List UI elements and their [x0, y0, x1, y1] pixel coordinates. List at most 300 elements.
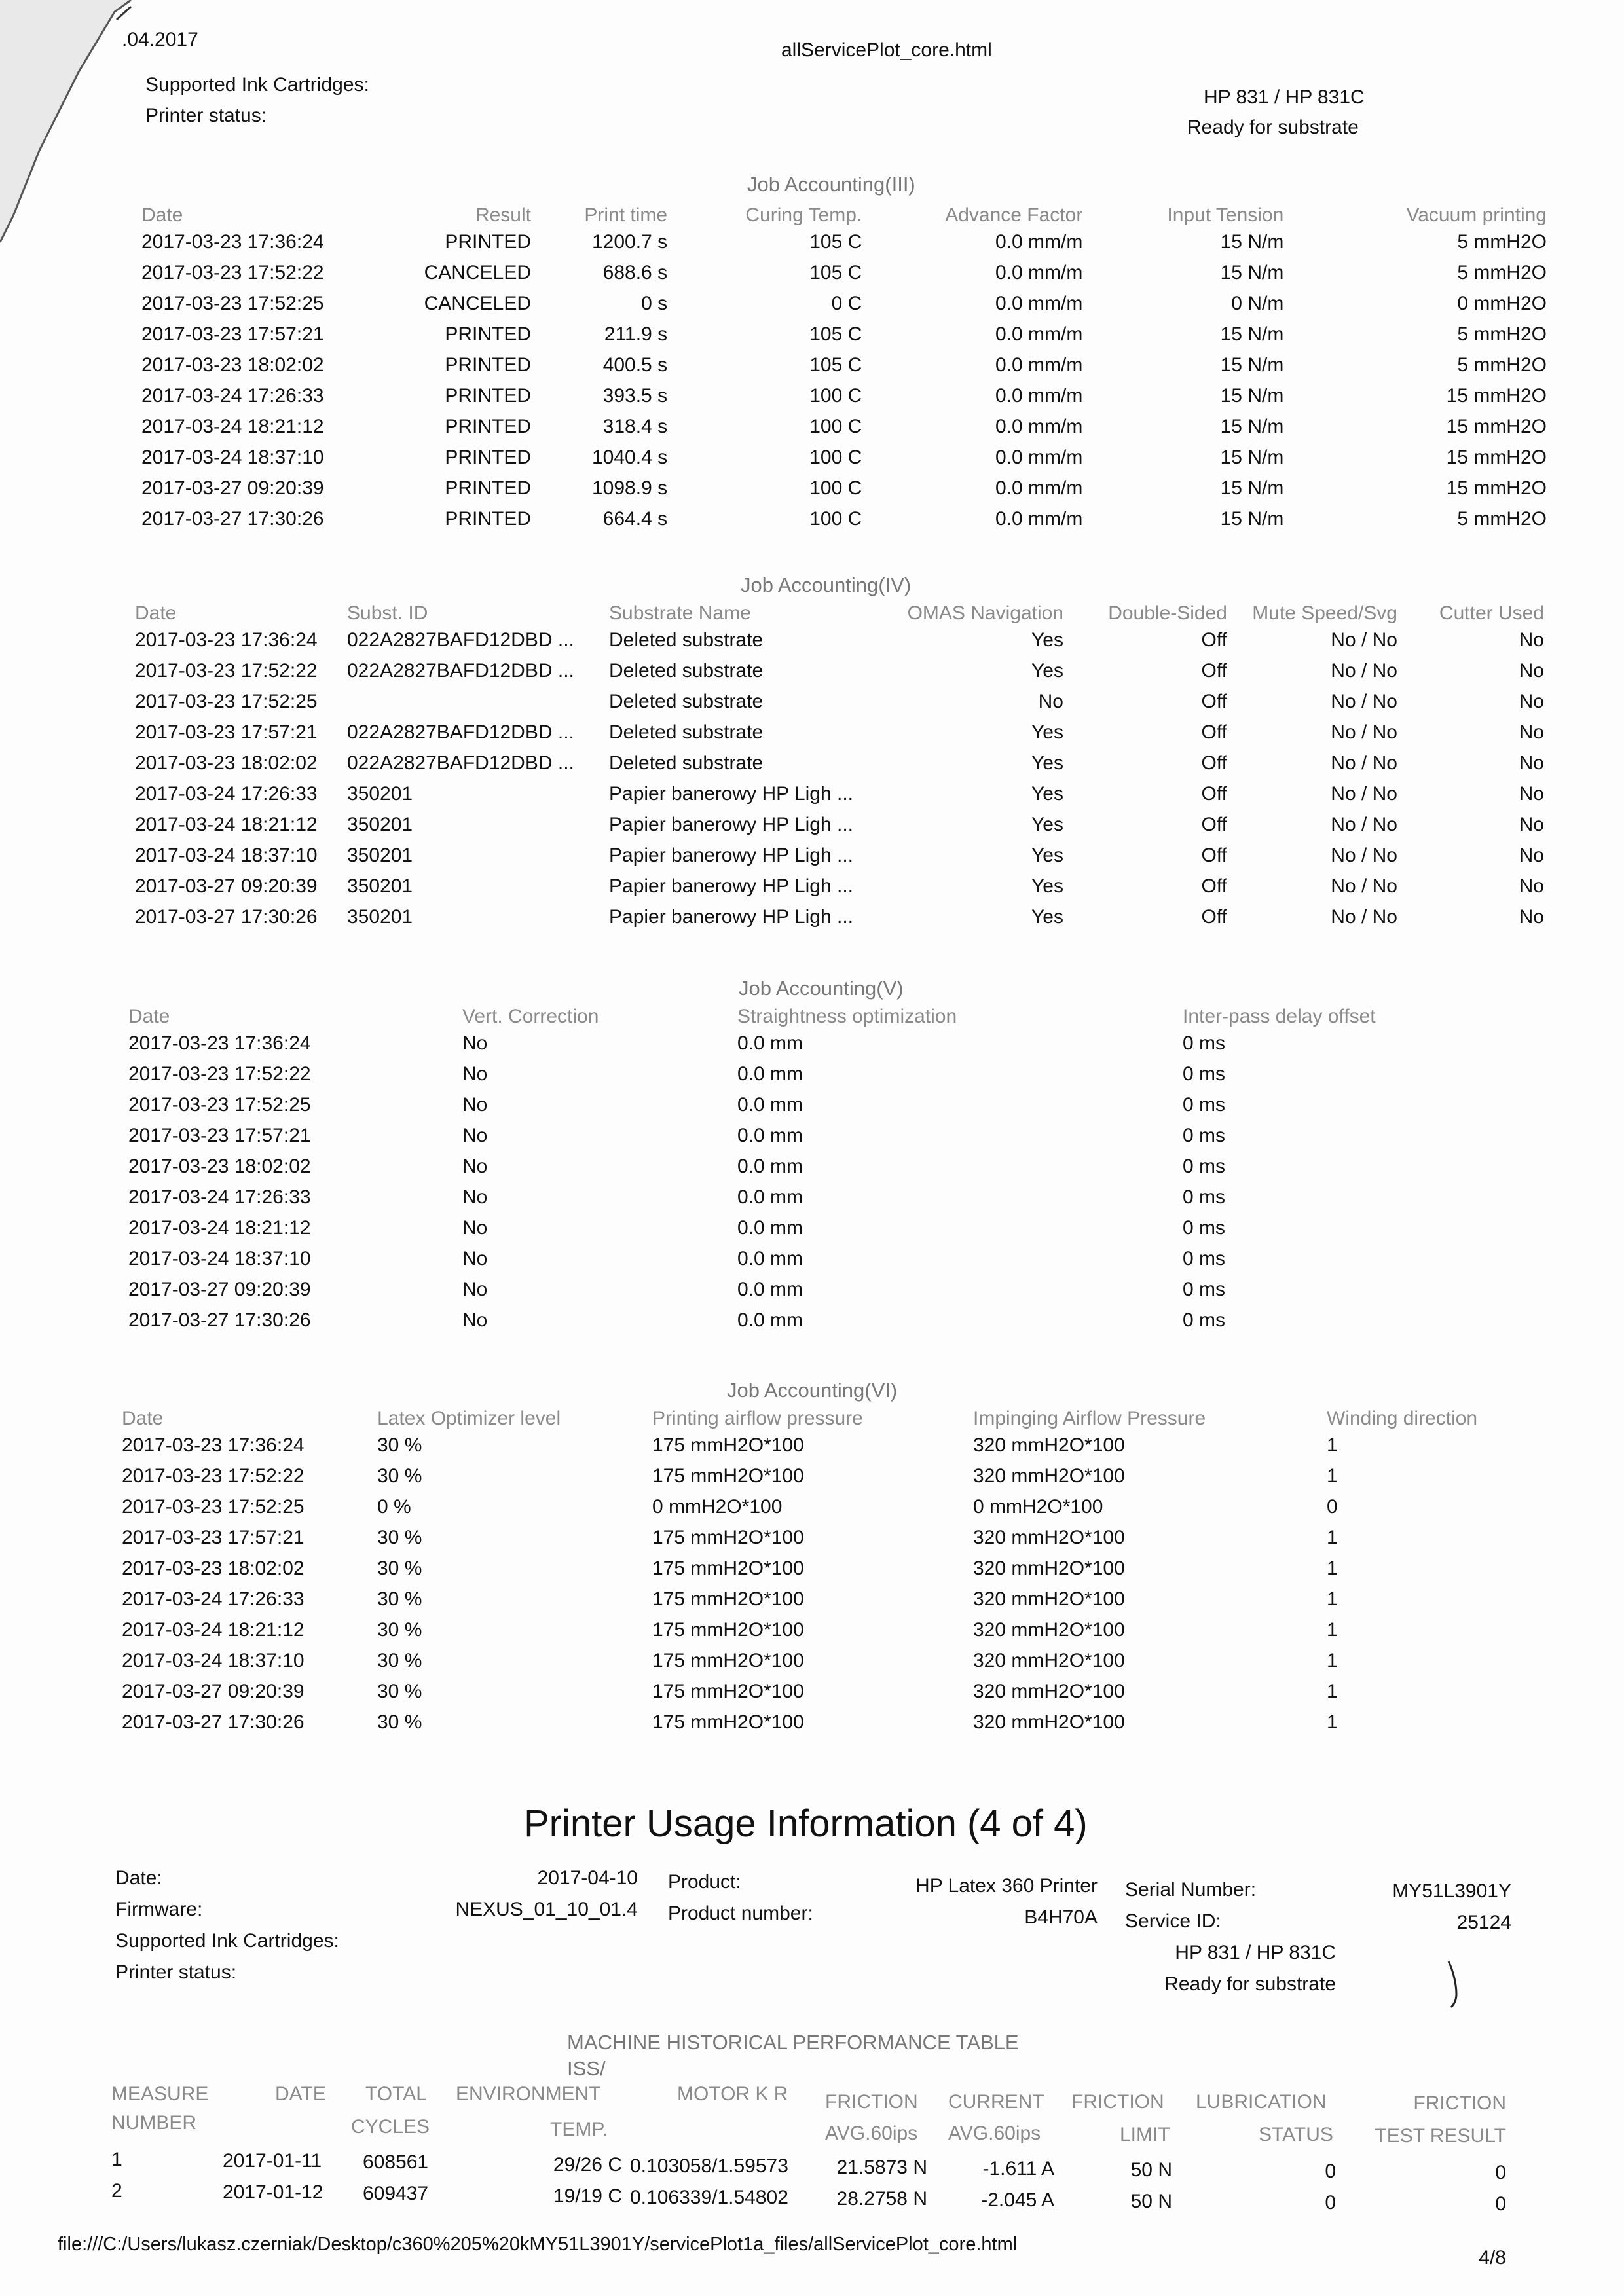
job3-cell: 105 C	[809, 230, 862, 253]
job3-cell: 15 mmH2O	[1446, 477, 1547, 499]
job6-cell: 175 mmH2O*100	[652, 1465, 804, 1487]
table-row	[141, 227, 1547, 257]
machine-header-current-avg: AVG.60ips	[948, 2123, 1041, 2144]
machine-row-2-friction: 28.2758 N	[836, 2188, 927, 2210]
job5-header-cell: Date	[128, 1006, 170, 1027]
job6-cell: 1	[1327, 1434, 1338, 1456]
job3-cell: 0 s	[641, 292, 668, 314]
job3-cell: CANCELED	[424, 261, 531, 283]
job3-cell: 0.0 mm/m	[995, 323, 1083, 345]
job6-cell: 175 mmH2O*100	[652, 1711, 804, 1733]
job6-cell: 2017-03-23 17:52:25	[122, 1495, 304, 1518]
job3-cell: 2017-03-23 17:36:24	[141, 230, 324, 253]
job3-cell: 2017-03-23 17:57:21	[141, 323, 324, 345]
job3-cell: 2017-03-23 18:02:02	[141, 354, 324, 376]
job5-cell: 2017-03-23 17:36:24	[128, 1032, 311, 1054]
machine-header-friction-limit: FRICTION	[1071, 2091, 1164, 2113]
job4-cell: No	[1519, 875, 1544, 897]
job3-cell: PRINTED	[445, 446, 531, 468]
job3-cell: 100 C	[809, 446, 862, 468]
job6-cell: 2017-03-23 17:57:21	[122, 1526, 304, 1548]
header-file-title: allServicePlot_core.html	[781, 39, 992, 61]
job3-cell: PRINTED	[445, 384, 531, 407]
job3-cell: 2017-03-24 18:21:12	[141, 415, 324, 437]
table-row	[128, 1151, 1399, 1182]
job4-header-cell: Mute Speed/Svg	[1252, 602, 1397, 624]
job4-cell: Yes	[1031, 844, 1063, 866]
job4-cell: Off	[1201, 721, 1227, 743]
job5-cell: 0 ms	[1183, 1063, 1226, 1085]
job3-cell: 393.5 s	[602, 384, 668, 407]
job6-cell: 175 mmH2O*100	[652, 1434, 804, 1456]
job4-cell: 022A2827BAFD12DBD ...	[347, 659, 574, 682]
job4-cell: No / No	[1331, 782, 1397, 805]
job5-cell: 2017-03-23 17:57:21	[128, 1124, 311, 1146]
job6-cell: 30 %	[377, 1465, 422, 1487]
machine-row-1-motor: 0.103058/1.59573	[630, 2155, 788, 2177]
header-date: .04.2017	[122, 29, 198, 50]
job3-cell: 0.0 mm/m	[995, 415, 1083, 437]
job5-header-cell: Inter-pass delay offset	[1183, 1006, 1376, 1027]
job4-cell: 2017-03-23 18:02:02	[135, 752, 318, 774]
job6-cell: 2017-03-23 18:02:02	[122, 1557, 304, 1579]
job5-cell: 0.0 mm	[737, 1032, 803, 1054]
machine-row-1-limit: 50 N	[1130, 2159, 1172, 2181]
table-row	[141, 319, 1547, 350]
machine-row-2-limit: 50 N	[1130, 2191, 1172, 2212]
job5-table	[128, 996, 1399, 1336]
job6-cell: 2017-03-24 18:21:12	[122, 1618, 304, 1641]
job3-header-row	[141, 195, 1547, 227]
job3-cell: 318.4 s	[602, 415, 668, 437]
job4-cell: 2017-03-24 18:21:12	[135, 813, 318, 835]
table-row	[128, 1028, 1399, 1059]
job5-cell: No	[462, 1032, 488, 1054]
job4-header-cell: Substrate Name	[609, 602, 751, 624]
job5-cell: 0 ms	[1183, 1186, 1226, 1208]
job6-cell: 30 %	[377, 1434, 422, 1456]
job5-cell: 0 ms	[1183, 1155, 1226, 1177]
job4-cell: Off	[1201, 752, 1227, 774]
table-row	[122, 1491, 1530, 1522]
job5-cell: 0.0 mm	[737, 1216, 803, 1239]
table-row	[141, 257, 1547, 288]
job3-title: Job Accounting(III)	[747, 173, 915, 196]
job3-cell: 2017-03-23 17:52:25	[141, 292, 324, 314]
job4-cell: No / No	[1331, 875, 1397, 897]
machine-header-cycles: CYCLES	[351, 2116, 430, 2138]
job5-cell: 2017-03-24 18:21:12	[128, 1216, 311, 1239]
table-row	[122, 1461, 1530, 1491]
job5-cell: 0 ms	[1183, 1216, 1226, 1239]
job4-cell: Deleted substrate	[609, 629, 764, 651]
job6-cell: 1	[1327, 1618, 1338, 1641]
job6-cell: 2017-03-27 09:20:39	[122, 1680, 304, 1702]
job5-cell: No	[462, 1309, 488, 1331]
job4-cell: Off	[1201, 690, 1227, 712]
job3-cell: 100 C	[809, 415, 862, 437]
machine-row-2-cycles: 609437	[363, 2183, 429, 2204]
job3-cell: 5 mmH2O	[1457, 354, 1547, 376]
machine-header-current: CURRENT	[948, 2091, 1044, 2113]
job3-cell: 15 N/m	[1220, 354, 1284, 376]
job3-cell: 15 N/m	[1220, 477, 1284, 499]
job3-cell: 1040.4 s	[592, 446, 668, 468]
job3-cell: 0.0 mm/m	[995, 354, 1083, 376]
job4-cell: 2017-03-23 17:36:24	[135, 629, 318, 651]
job6-cell: 320 mmH2O*100	[973, 1465, 1125, 1487]
table-row	[128, 1274, 1399, 1305]
table-row	[141, 411, 1547, 442]
job4-cell: No	[1519, 782, 1544, 805]
job6-cell: 1	[1327, 1557, 1338, 1579]
table-row	[135, 902, 1544, 932]
job4-cell: 2017-03-23 17:52:25	[135, 690, 318, 712]
usage-supported-ink-value: HP 831 / HP 831C	[1175, 1942, 1336, 1963]
job4-cell: No	[1519, 905, 1544, 928]
job3-header-cell: Date	[141, 204, 183, 226]
job5-cell: 2017-03-27 17:30:26	[128, 1309, 311, 1331]
job4-cell: No / No	[1331, 844, 1397, 866]
job6-cell: 320 mmH2O*100	[973, 1557, 1125, 1579]
job4-header-cell: Subst. ID	[347, 602, 428, 624]
usage-printer-status-value: Ready for substrate	[1164, 1973, 1336, 1995]
job5-cell: No	[462, 1124, 488, 1146]
usage-date-label: Date:	[115, 1867, 162, 1889]
job4-cell: No	[1519, 629, 1544, 651]
job4-cell: Yes	[1031, 659, 1063, 682]
job6-cell: 30 %	[377, 1711, 422, 1733]
job6-cell: 175 mmH2O*100	[652, 1557, 804, 1579]
machine-row-2-current: -2.045 A	[981, 2189, 1054, 2211]
job4-cell: Papier banerowy HP Ligh ...	[609, 782, 853, 805]
job5-cell: 0 ms	[1183, 1124, 1226, 1146]
job6-cell: 1	[1327, 1465, 1338, 1487]
job4-cell: Deleted substrate	[609, 690, 764, 712]
job4-cell: Papier banerowy HP Ligh ...	[609, 905, 853, 928]
job6-cell: 175 mmH2O*100	[652, 1618, 804, 1641]
usage-product-number-label: Product number:	[668, 1903, 813, 1924]
job5-cell: 2017-03-23 18:02:02	[128, 1155, 311, 1177]
job6-cell: 320 mmH2O*100	[973, 1680, 1125, 1702]
job6-cell: 320 mmH2O*100	[973, 1649, 1125, 1671]
machine-table-iss-label: ISS/	[567, 2057, 606, 2080]
job4-cell: 350201	[347, 782, 413, 805]
job4-cell: Yes	[1031, 629, 1063, 651]
machine-row-2-motor: 0.106339/1.54802	[630, 2187, 788, 2208]
header-printer-status-value: Ready for substrate	[1187, 117, 1359, 138]
job3-cell: 15 mmH2O	[1446, 446, 1547, 468]
job3-header-cell: Result	[475, 204, 531, 226]
machine-row-1-friction-test: 0	[1495, 2162, 1506, 2183]
job3-cell: 15 N/m	[1220, 230, 1284, 253]
job4-cell: 2017-03-23 17:52:22	[135, 659, 318, 682]
table-row	[135, 809, 1544, 840]
job4-cell: 350201	[347, 844, 413, 866]
job3-cell: PRINTED	[445, 415, 531, 437]
job4-cell: No	[1519, 690, 1544, 712]
machine-header-lubrication: LUBRICATION	[1196, 2091, 1327, 2113]
table-row	[128, 1120, 1399, 1151]
job6-cell: 1	[1327, 1711, 1338, 1733]
machine-header-environment: ENVIRONMENT	[456, 2083, 601, 2105]
table-row	[122, 1645, 1530, 1676]
job6-header-cell: Printing airflow pressure	[652, 1408, 863, 1429]
job4-cell: No / No	[1331, 752, 1397, 774]
table-row	[122, 1553, 1530, 1584]
job5-header-cell: Vert. Correction	[462, 1006, 599, 1027]
job3-cell: 688.6 s	[602, 261, 668, 283]
job5-cell: 0.0 mm	[737, 1278, 803, 1300]
job3-cell: 15 N/m	[1220, 384, 1284, 407]
job4-cell: Papier banerowy HP Ligh ...	[609, 875, 853, 897]
job5-cell: 0.0 mm	[737, 1093, 803, 1116]
job6-cell: 30 %	[377, 1618, 422, 1641]
job3-cell: 105 C	[809, 261, 862, 283]
job4-header-cell: Cutter Used	[1439, 602, 1544, 624]
job3-cell: 15 N/m	[1220, 507, 1284, 530]
machine-row-2-friction-test: 0	[1495, 2193, 1506, 2215]
job3-cell: 0.0 mm/m	[995, 384, 1083, 407]
machine-row-2-date: 2017-01-12	[223, 2181, 323, 2203]
job4-cell: Off	[1201, 813, 1227, 835]
job4-cell: Yes	[1031, 752, 1063, 774]
footer-page-number: 4/8	[1479, 2247, 1506, 2269]
job6-header-row	[122, 1398, 1530, 1430]
job4-cell: Yes	[1031, 875, 1063, 897]
job4-cell: Off	[1201, 782, 1227, 805]
job6-cell: 1	[1327, 1649, 1338, 1671]
job3-cell: 1200.7 s	[592, 230, 668, 253]
job5-cell: 2017-03-24 17:26:33	[128, 1186, 311, 1208]
job3-cell: PRINTED	[445, 507, 531, 530]
job4-cell: No	[1519, 844, 1544, 866]
job5-cell: 2017-03-27 09:20:39	[128, 1278, 311, 1300]
job4-cell: 2017-03-24 18:37:10	[135, 844, 318, 866]
header-printer-status-label: Printer status:	[145, 105, 267, 126]
job4-cell: No / No	[1331, 905, 1397, 928]
job6-title: Job Accounting(VI)	[727, 1379, 898, 1402]
job4-header-cell: Double-Sided	[1108, 602, 1227, 624]
job3-cell: 100 C	[809, 507, 862, 530]
job3-cell: 2017-03-27 17:30:26	[141, 507, 324, 530]
job6-cell: 320 mmH2O*100	[973, 1711, 1125, 1733]
job3-cell: 15 N/m	[1220, 415, 1284, 437]
job3-cell: 0.0 mm/m	[995, 446, 1083, 468]
job4-cell: 2017-03-27 09:20:39	[135, 875, 318, 897]
usage-product-label: Product:	[668, 1871, 741, 1893]
table-row	[135, 748, 1544, 778]
job4-cell: Off	[1201, 875, 1227, 897]
job3-cell: 100 C	[809, 477, 862, 499]
job4-cell: Yes	[1031, 721, 1063, 743]
job3-cell: 15 mmH2O	[1446, 415, 1547, 437]
job3-cell: 5 mmH2O	[1457, 323, 1547, 345]
table-row	[122, 1676, 1530, 1707]
machine-row-2-lubrication: 0	[1325, 2192, 1336, 2214]
machine-row-1-friction: 21.5873 N	[836, 2157, 927, 2178]
job3-cell: 0.0 mm/m	[995, 477, 1083, 499]
job4-cell: No / No	[1331, 690, 1397, 712]
job3-header-cell: Print time	[584, 204, 668, 226]
job5-cell: 0 ms	[1183, 1093, 1226, 1116]
job6-cell: 30 %	[377, 1588, 422, 1610]
job4-header-cell: OMAS Navigation	[907, 602, 1063, 624]
job6-cell: 175 mmH2O*100	[652, 1526, 804, 1548]
job6-cell: 1	[1327, 1588, 1338, 1610]
job3-cell: 5 mmH2O	[1457, 230, 1547, 253]
job4-cell: No	[1519, 659, 1544, 682]
job3-cell: 15 N/m	[1220, 323, 1284, 345]
table-row	[135, 686, 1544, 717]
job4-cell: Off	[1201, 659, 1227, 682]
job3-cell: 2017-03-24 18:37:10	[141, 446, 324, 468]
machine-row-1-current: -1.611 A	[982, 2158, 1054, 2179]
job3-cell: PRINTED	[445, 477, 531, 499]
job4-cell: 2017-03-24 17:26:33	[135, 782, 318, 805]
job4-cell: No / No	[1331, 629, 1397, 651]
job5-cell: 0 ms	[1183, 1032, 1226, 1054]
job3-cell: 105 C	[809, 354, 862, 376]
usage-product-number-value: B4H70A	[1024, 1906, 1098, 1928]
job3-cell: 5 mmH2O	[1457, 507, 1547, 530]
job5-cell: 0.0 mm	[737, 1155, 803, 1177]
job4-cell: No	[1038, 690, 1063, 712]
job6-cell: 175 mmH2O*100	[652, 1680, 804, 1702]
usage-supported-ink-label: Supported Ink Cartridges:	[115, 1930, 339, 1952]
job5-cell: 0 ms	[1183, 1309, 1226, 1331]
job3-cell: 100 C	[809, 384, 862, 407]
job3-cell: 105 C	[809, 323, 862, 345]
job5-cell: 2017-03-24 18:37:10	[128, 1247, 311, 1269]
job4-cell: Off	[1201, 844, 1227, 866]
usage-serial-label: Serial Number:	[1125, 1879, 1257, 1901]
table-row	[128, 1243, 1399, 1274]
job4-cell: 2017-03-27 17:30:26	[135, 905, 318, 928]
job6-cell: 175 mmH2O*100	[652, 1588, 804, 1610]
job4-cell: 2017-03-23 17:57:21	[135, 721, 318, 743]
job3-cell: PRINTED	[445, 230, 531, 253]
table-row	[135, 871, 1544, 902]
header-supported-ink-label: Supported Ink Cartridges:	[145, 74, 369, 96]
job4-cell: Deleted substrate	[609, 659, 764, 682]
table-row	[141, 380, 1547, 411]
job4-cell: 022A2827BAFD12DBD ...	[347, 752, 574, 774]
table-row	[141, 288, 1547, 319]
job3-header-cell: Vacuum printing	[1406, 204, 1547, 226]
job3-cell: PRINTED	[445, 323, 531, 345]
job3-cell: 15 mmH2O	[1446, 384, 1547, 407]
job5-cell: 0.0 mm	[737, 1124, 803, 1146]
machine-row-2-temp: 19/19 C	[553, 2185, 622, 2207]
job6-cell: 30 %	[377, 1649, 422, 1671]
table-row	[122, 1614, 1530, 1645]
job3-cell: 0 N/m	[1231, 292, 1284, 314]
job4-cell: No	[1519, 721, 1544, 743]
job5-cell: No	[462, 1278, 488, 1300]
job3-cell: 15 N/m	[1220, 261, 1284, 283]
job6-cell: 320 mmH2O*100	[973, 1434, 1125, 1456]
job4-cell: 350201	[347, 813, 413, 835]
table-row	[135, 778, 1544, 809]
job3-header-cell: Advance Factor	[945, 204, 1083, 226]
machine-row-1-temp: 29/26 C	[553, 2154, 622, 2176]
job6-header-cell: Latex Optimizer level	[377, 1408, 561, 1429]
job4-cell: No / No	[1331, 813, 1397, 835]
table-row	[122, 1707, 1530, 1738]
job5-cell: 0.0 mm	[737, 1309, 803, 1331]
job5-cell: 0.0 mm	[737, 1186, 803, 1208]
table-row	[141, 442, 1547, 473]
job5-cell: No	[462, 1186, 488, 1208]
job5-header-cell: Straightness optimization	[737, 1006, 957, 1027]
table-row	[141, 503, 1547, 534]
job4-table	[135, 593, 1544, 932]
job6-cell: 0 %	[377, 1495, 411, 1518]
job3-cell: 2017-03-23 17:52:22	[141, 261, 324, 283]
table-row	[128, 1305, 1399, 1336]
machine-header-friction-test: FRICTION	[1413, 2092, 1506, 2114]
machine-table-title: MACHINE HISTORICAL PERFORMANCE TABLE	[567, 2031, 1019, 2054]
job3-cell: 2017-03-27 09:20:39	[141, 477, 324, 499]
job6-cell: 2017-03-24 17:26:33	[122, 1588, 304, 1610]
job6-cell: 0 mmH2O*100	[973, 1495, 1103, 1518]
job3-header-cell: Input Tension	[1167, 204, 1284, 226]
job6-cell: 320 mmH2O*100	[973, 1526, 1125, 1548]
job4-header-row	[135, 593, 1544, 625]
job3-cell: CANCELED	[424, 292, 531, 314]
job3-cell: 400.5 s	[602, 354, 668, 376]
job6-cell: 30 %	[377, 1557, 422, 1579]
machine-header-number: NUMBER	[111, 2112, 197, 2134]
job6-cell: 30 %	[377, 1680, 422, 1702]
job6-table	[122, 1398, 1530, 1738]
job3-header-cell: Curing Temp.	[745, 204, 862, 226]
machine-header-motor: MOTOR K R	[677, 2083, 788, 2105]
job4-cell: Yes	[1031, 813, 1063, 835]
job5-cell: No	[462, 1063, 488, 1085]
usage-product-value: HP Latex 360 Printer	[915, 1875, 1098, 1897]
job5-cell: No	[462, 1093, 488, 1116]
machine-header-temp: TEMP.	[550, 2119, 608, 2140]
table-row	[141, 350, 1547, 380]
machine-row-2-number: 2	[111, 2180, 122, 2202]
job4-cell: Papier banerowy HP Ligh ...	[609, 813, 853, 835]
job6-cell: 320 mmH2O*100	[973, 1618, 1125, 1641]
job6-cell: 2017-03-27 17:30:26	[122, 1711, 304, 1733]
job6-header-cell: Date	[122, 1408, 164, 1429]
usage-firmware-label: Firmware:	[115, 1899, 203, 1920]
job4-cell: No / No	[1331, 721, 1397, 743]
machine-header-status: STATUS	[1259, 2124, 1333, 2145]
job3-cell: 0.0 mm/m	[995, 292, 1083, 314]
job6-cell: 0	[1327, 1495, 1338, 1518]
job4-cell: Yes	[1031, 782, 1063, 805]
job4-cell: Yes	[1031, 905, 1063, 928]
job3-cell: PRINTED	[445, 354, 531, 376]
job5-cell: 0.0 mm	[737, 1247, 803, 1269]
job6-cell: 1	[1327, 1526, 1338, 1548]
job4-cell: Deleted substrate	[609, 721, 764, 743]
machine-row-1-date: 2017-01-11	[223, 2150, 322, 2172]
job4-cell: No	[1519, 813, 1544, 835]
usage-service-id-label: Service ID:	[1125, 1910, 1221, 1932]
job5-cell: 2017-03-23 17:52:22	[128, 1063, 311, 1085]
table-row	[135, 717, 1544, 748]
machine-header-friction-avg: AVG.60ips	[825, 2123, 918, 2144]
job4-title: Job Accounting(IV)	[741, 574, 912, 596]
job6-cell: 2017-03-23 17:36:24	[122, 1434, 304, 1456]
